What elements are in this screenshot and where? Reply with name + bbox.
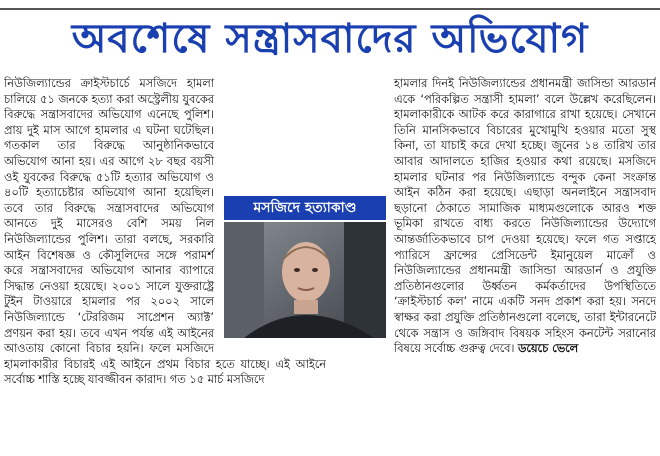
suspect-photo (224, 222, 386, 338)
headline: অবশেষে সন্ত্রাসবাদের অভিযোগ (71, 16, 589, 62)
source-credit: ডয়েচে ভেলে (518, 342, 579, 356)
article-text-left: নিউজিল্যান্ডের ক্রাইস্টচার্চে মসজিদে হামলা চালিয়ে ৫১ জনকে হত্যা করা অস্ট্রেলীয় যুবকের বিরুদ্ধে সন্ত্রাসবাদের অভিযোগ এনেছে পুলিশ। প্রায় দুই মাস আগে হামলার এ ঘটনা ঘটেছিল। গতকাল তার বিরুদ্ধে আনুষ্ঠানিকভাবে অভিযোগ আনা হয়। এর আগে ২৮ বছর বয়সী ওই যুবকের বিরুদ্ধে ৫১টি হত্যার অভিযোগ ও ৪০টি হত্যাচেষ্টার অভিযোগ আনা হয়েছিল। তবে তার বিরুদ্ধে সন্ত্রাসবাদের অভিযোগ আনতে দুই মাসেরও বেশি সময় নিল নিউজিল্যান্ডের পুলিশ। তারা বলছে, সরকারি আইন বিশেষজ্ঞ ও কৌসুলিদের সঙ্গে পরামর্শ করে সন্ত্রাসবাদের অভিযোগ আনার ব্যাপারে সিদ্ধান্ত নেওয়া হয়েছে। ২০০১ সালে যুক্তরাষ্ট্রে টুইন টাওয়ারে হামলার পর ২০০২ সালে নিউজিল্যান্ডে ‘টেররিজম সাপ্রেশন অ্যাক্ট’ প্রণয়ন করা হয়। তবে এখন পর্যন্ত এই আইনের আওতায় কোনো বিচার হয়নি। ফলে মসজিদে হামলাকারীর বিচারই এই আইনে প্রথম বিচার হতে যাচ্ছে। এই আইনে সর্বোচ্চ শাস্তি হচ্ছে যাবজ্জীবন কারাদ। গত ১৫ মার্চ মসজিদে (4, 77, 326, 387)
news-photo-box (220, 192, 390, 342)
article-text-right-body: হামলার দিনই নিউজিল্যান্ডের প্রধানমন্ত্রী জাসিন্ডা আরডার্ন একে ‘পরিকল্পিত সন্ত্রাসী হামলা’ বলে উল্লেখ করেছিলেন। হামলাকারীকে আটক করে কারাগারে রাখা হয়েছে। সেখানে তিনি মানসিকভাবে বিচারের মুখোমুখি হওয়ার মতো সুস্থ কিনা, তা যাচাই করে দেখা হচ্ছে। জুনের ১৪ তারিখ তার আবার আদালতে হাজির হওয়ার কথা রয়েছে। মসজিদে হামলার ঘটনার পর নিউজিল্যান্ডে বন্দুক কেনা সংক্রান্ত আইন কঠিন করা হয়েছে। এছাড়া অনলাইনে সন্ত্রাসবাদ ছড়ানো ঠেকাতে সামাজিক মাধ্যমগুলোকে আরও শক্ত ভূমিকা রাখতে বাধ্য করতে নিউজিল্যান্ডের উদ্যোগে আন্তর্জাতিকভাবে চাপ দেওয়া হয়েছে। ফলে গত সপ্তাহে প্যারিসে ফ্রান্সের প্রেসিডেন্ট ইমানুয়েল মাক্রোঁ ও নিউজিল্যান্ডের প্রধানমন্ত্রী জাসিন্ডা আরডার্ন ও প্রযুক্তি প্রতিষ্ঠানগুলোর উর্ধ্বতন কর্মকর্তাদের উপস্থিতিতে ‘ক্রাইস্টচার্চ কল’ নামে একটি সনদ প্রকাশ করা হয়। সনদে স্বাক্ষর করা প্রযুক্তি প্রতিষ্ঠানগুলো বলেছে, তারা ইন্টারনেটে থেকে সন্ত্রাস ও জঙ্গিবাদ বিষয়ক সহিংস কনটেন্ট সরানোর বিষয়ে সর্বোচ্চ গুরুত্ব দেবে। (394, 77, 656, 356)
photo-caption: মসজিদে হত্যাকাণ্ড (224, 196, 386, 220)
top-rule (0, 0, 660, 10)
